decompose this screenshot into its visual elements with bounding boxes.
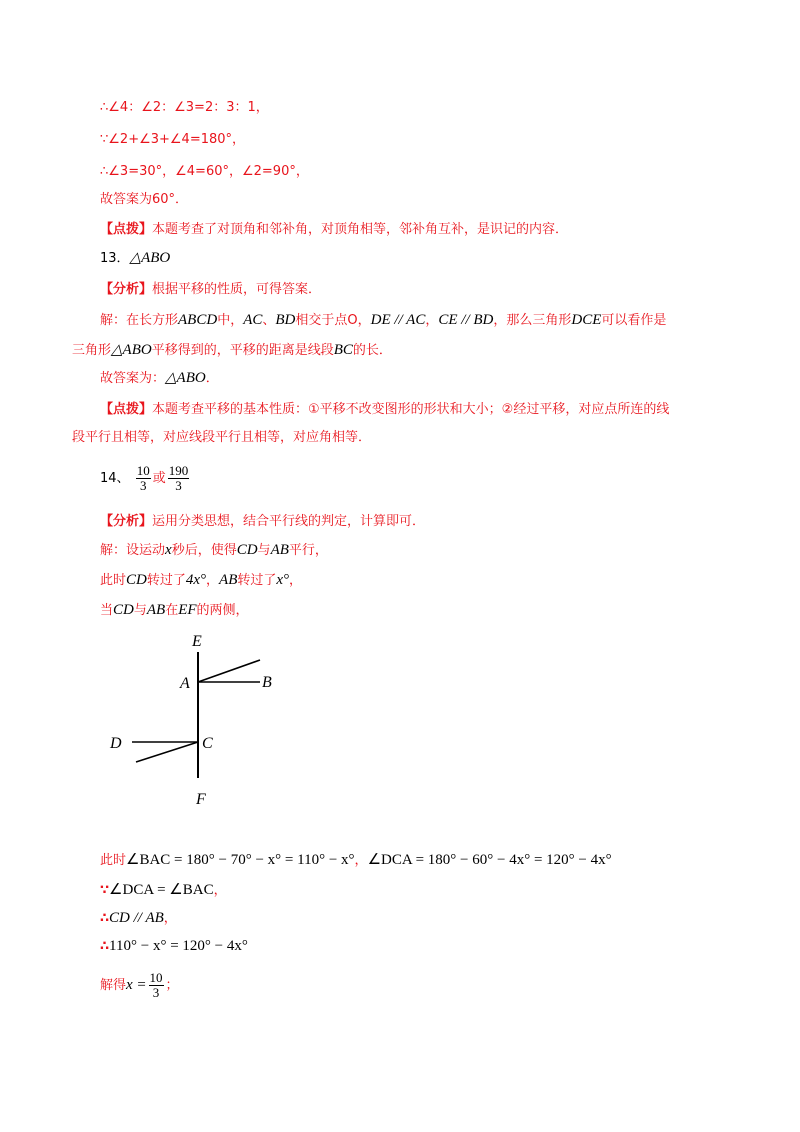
label-E: E bbox=[192, 633, 202, 650]
tip-12: 【点拨】本题考查了对顶角和邻补角，对顶角相等，邻补角互补，是识记的内容． bbox=[100, 222, 569, 237]
step-ratio: ∴∠4：∠2：∠3=2：3：1， bbox=[100, 100, 269, 115]
equation-parallel: ∴CD // AB， bbox=[100, 910, 177, 926]
ray-ab-rotated bbox=[198, 660, 260, 682]
question-14-answer: 14、 $\frac{10}{3}$ 或 $\frac{190}{3}$ bbox=[100, 463, 189, 493]
step-values: ∴∠3=30°，∠4=60°，∠2=90°， bbox=[100, 164, 309, 179]
solution-13-line2: 三角形△ABO平移得到的，平移的距离是线段BC的长． bbox=[72, 342, 392, 358]
solution-14-line1: 解：设运动x秒后，使得CD与AB平行， bbox=[100, 542, 328, 558]
tip-tag: 【点拨】 bbox=[100, 222, 153, 237]
tip-13-line2: 段平行且相等，对应线段平行且相等，对应角相等． bbox=[72, 430, 372, 445]
ray-cd-rotated bbox=[136, 742, 198, 762]
question-13-answer: 13．△ABO bbox=[100, 250, 171, 266]
fraction-190-3: $\frac{190}{3}$ bbox=[168, 463, 189, 493]
answer-13: 故答案为：△ABO． bbox=[100, 370, 219, 386]
equation-result: 解得x = $\frac{10}{3}$ ； bbox=[100, 970, 179, 1000]
label-A: A bbox=[180, 675, 190, 692]
equation-solve: ∴110° − x° = 120° − 4x° bbox=[100, 938, 248, 954]
solution-13-line1: 解：在长方形ABCD中，AC、BD相交于点O，DE // AC，CE // BD，那么三角形DCE可以看作是 bbox=[100, 312, 667, 328]
label-D: D bbox=[110, 735, 122, 752]
label-C: C bbox=[202, 735, 213, 752]
equation-equal: ∵∠DCA = ∠BAC， bbox=[100, 882, 227, 898]
equation-angles: 此时∠BAC = 180° − 70° − x° = 110° − x°，∠DCA = 180° − 60° − 4x° = 120° − 4x° bbox=[100, 852, 612, 868]
solution-14-line3: 当CD与AB在EF的两侧， bbox=[100, 602, 249, 618]
fraction-10-3: $\frac{10}{3}$ bbox=[136, 463, 150, 493]
label-B: B bbox=[262, 674, 272, 691]
tip-13-line1: 【点拨】本题考查平移的基本性质：①平移不改变图形的形状和大小；②经过平移，对应点所连的线 bbox=[100, 402, 670, 417]
analysis-14: 【分析】运用分类思想，结合平行线的判定，计算即可． bbox=[100, 514, 426, 529]
geometry-figure bbox=[100, 630, 300, 810]
analysis-13: 【分析】根据平移的性质，可得答案． bbox=[100, 282, 322, 297]
solution-14-line2: 此时CD转过了4x°，AB转过了x°， bbox=[100, 572, 303, 588]
answer-12: 故答案为60°． bbox=[100, 192, 189, 207]
label-F: F bbox=[196, 791, 206, 808]
fraction-result: $\frac{10}{3}$ bbox=[149, 970, 163, 1000]
step-sum: ∵∠2+∠3+∠4=180°， bbox=[100, 132, 246, 147]
